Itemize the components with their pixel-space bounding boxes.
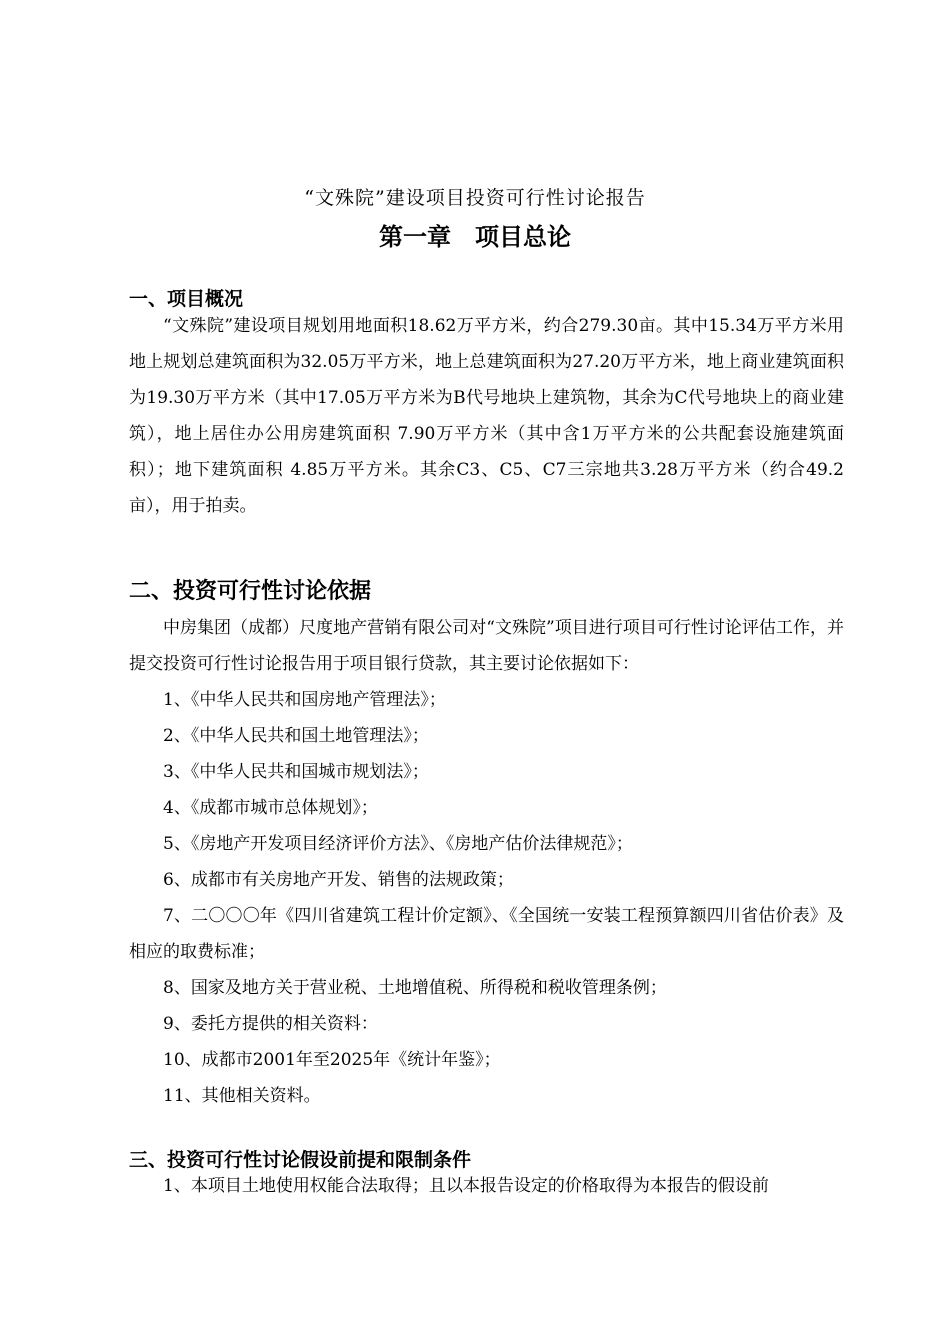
- list-item: 3、《中华人民共和国城市规划法》；: [163, 762, 429, 782]
- list-item: 6、成都市有关房地产开发、销售的法规政策；: [163, 870, 514, 890]
- list-item: 5、《房地产开发项目经济评价方法》、《房地产估价法律规范》；: [163, 834, 633, 854]
- list-item: 4、《成都市城市总体规划》；: [163, 798, 378, 818]
- section-heading-basis: 二、投资可行性讨论依据: [129, 579, 372, 604]
- list-item: 8、国家及地方关于营业税、土地增值税、所得税和税收管理条例；: [163, 978, 667, 998]
- document-title: “文殊院”建设项目投资可行性讨论报告: [304, 187, 646, 209]
- list-item: 10、成都市2001年至2025年《统计年鉴》；: [163, 1050, 501, 1070]
- section-heading-overview: 一、项目概况: [129, 288, 244, 310]
- section-paragraph-basis: 中房集团（成都）尺度地产营销有限公司对“文殊院”项目进行项目可行性讨论评估工作，并提交投资可行性讨论报告用于项目银行贷款，其主要讨论依据如下：: [129, 618, 844, 674]
- list-item: 2、《中华人民共和国土地管理法》；: [163, 726, 429, 746]
- list-item: 7、二〇〇〇年《四川省建筑工程计价定额》、《全国统一安装工程预算额四川省估价表》及相应的取费标准；: [129, 906, 844, 962]
- list-item: 1、《中华人民共和国房地产管理法》；: [163, 690, 446, 710]
- section-heading-assumptions: 三、投资可行性讨论假设前提和限制条件: [129, 1149, 472, 1171]
- section-paragraph-assumptions: 1、本项目土地使用权能合法取得；且以本报告设定的价格取得为本报告的假设前: [163, 1176, 769, 1196]
- chapter-title: 第一章 项目总论: [379, 223, 571, 251]
- list-item: 11、其他相关资料。: [163, 1086, 321, 1106]
- section-paragraph-overview: “文殊院”建设项目规划用地面积18.62万平方米，约合279.30亩。其中15.34万平方米用地上规划总建筑面积为32.05万平方米，地上总建筑面积为27.20万平方米，地上商业建筑面积为19.30万平方米（其中17.05万平方米为B代号地块上建筑物，其余为C代号地块上的商业建筑），地上居住办公用房建筑面积 7.90万平方米（其中含1万平方米的公共配套设施建筑面积）；地下建筑面积 4.85万平方米。其余C3、C5、C7三宗地共3.28万平方米（约合49.2亩），用于拍卖。: [129, 316, 844, 516]
- list-item: 9、委托方提供的相关资料：: [163, 1014, 378, 1034]
- basis-list: [129, 682, 844, 1114]
